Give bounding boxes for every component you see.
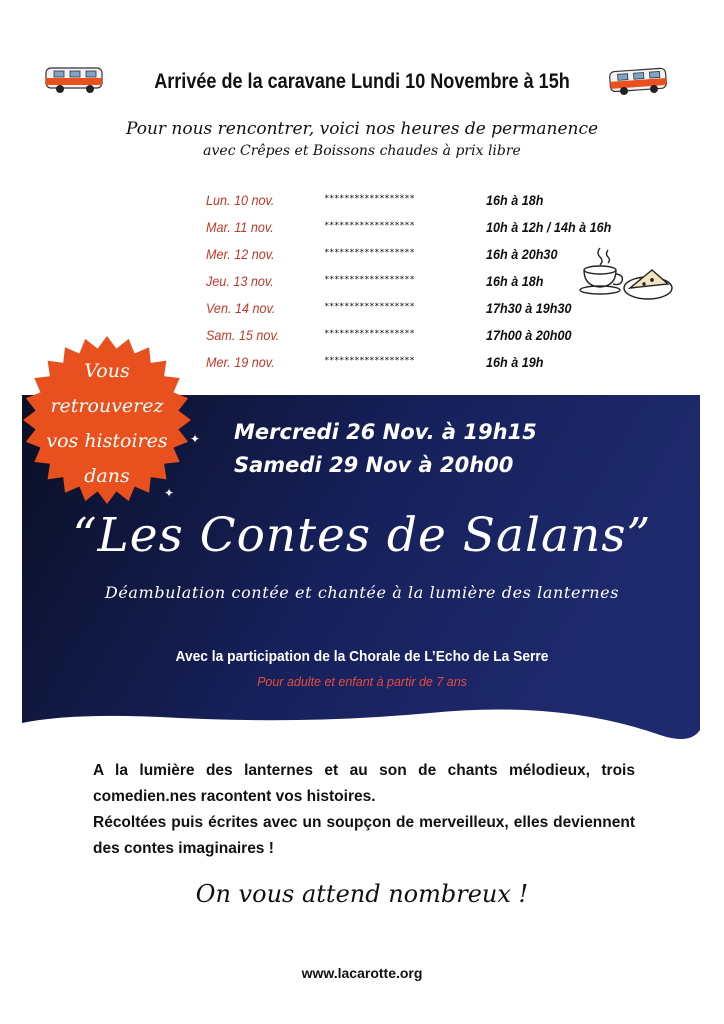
website-link[interactable]: www.lacarotte.org [301,965,423,981]
schedule-day: Sam. 15 nov. [206,327,280,343]
schedule-day: Mar. 11 nov. [206,219,274,235]
body-paragraph: Récoltées puis écrites avec un soupçon de merveilleux, elles deviennent des contes imaginaires ! [93,814,635,857]
schedule-row [0,219,724,243]
schedule-time: 16h à 20h30 [486,246,558,262]
event-title: “Les Contes de Salans” [72,508,652,563]
badge-line: vos histoires [46,430,168,452]
schedule-day: Mer. 12 nov. [206,246,275,262]
coffee-crepe-icon [578,244,674,304]
age-info: Pour adulte et enfant à partir de 7 ans [257,675,467,689]
arrival-heading: Arrivée de la caravane Lundi 10 Novembre à 15h [154,70,570,93]
schedule-time: 16h à 18h [486,192,544,208]
schedule-time: 17h30 à 19h30 [486,300,572,316]
schedule-day: Jeu. 13 nov. [206,273,274,289]
event-date-1: Mercredi 26 Nov. à 19h15 [234,420,537,444]
event-subtitle: Déambulation contée et chantée à la lumière des lanternes [104,583,620,602]
schedule-time: 16h à 19h [486,354,544,370]
badge-line: Vous [84,360,130,382]
schedule-dots: ****************** [324,275,415,285]
body-text [93,758,635,862]
badge-text [22,354,192,494]
intro-line-1: Pour nous rencontrer, voici nos heures de permanence [125,119,599,139]
schedule-day: Lun. 10 nov. [206,192,275,208]
schedule-day: Ven. 14 nov. [206,300,276,316]
schedule-day: Mer. 19 nov. [206,354,275,370]
schedule-dots: ****************** [324,221,415,231]
schedule-row [0,192,724,216]
badge-line: retrouverez [50,395,164,417]
body-paragraph: A la lumière des lanternes et au son de chants mélodieux, trois comedien.nes racontent vos histoires. [93,762,635,805]
participation-text: Avec la participation de la Chorale de L’Echo de La Serre [175,648,549,665]
intro-line-2: avec Crêpes et Boissons chaudes à prix libre [203,143,521,159]
schedule-dots: ****************** [324,194,415,204]
sparkle-icon: ✦ [164,486,175,500]
closing-line: On vous attend nombreux ! [195,880,529,908]
schedule-time: 17h00 à 20h00 [486,327,572,343]
schedule-dots: ****************** [324,356,415,366]
schedule-time: 16h à 18h [486,273,544,289]
schedule-dots: ****************** [324,329,415,339]
schedule-dots: ****************** [324,302,415,312]
schedule-dots: ****************** [324,248,415,258]
sparkle-icon: ✦ [190,432,201,446]
event-date-2: Samedi 29 Nov à 20h00 [234,453,514,477]
schedule-time: 10h à 12h / 14h à 16h [486,219,612,235]
badge-line: dans [84,465,130,487]
